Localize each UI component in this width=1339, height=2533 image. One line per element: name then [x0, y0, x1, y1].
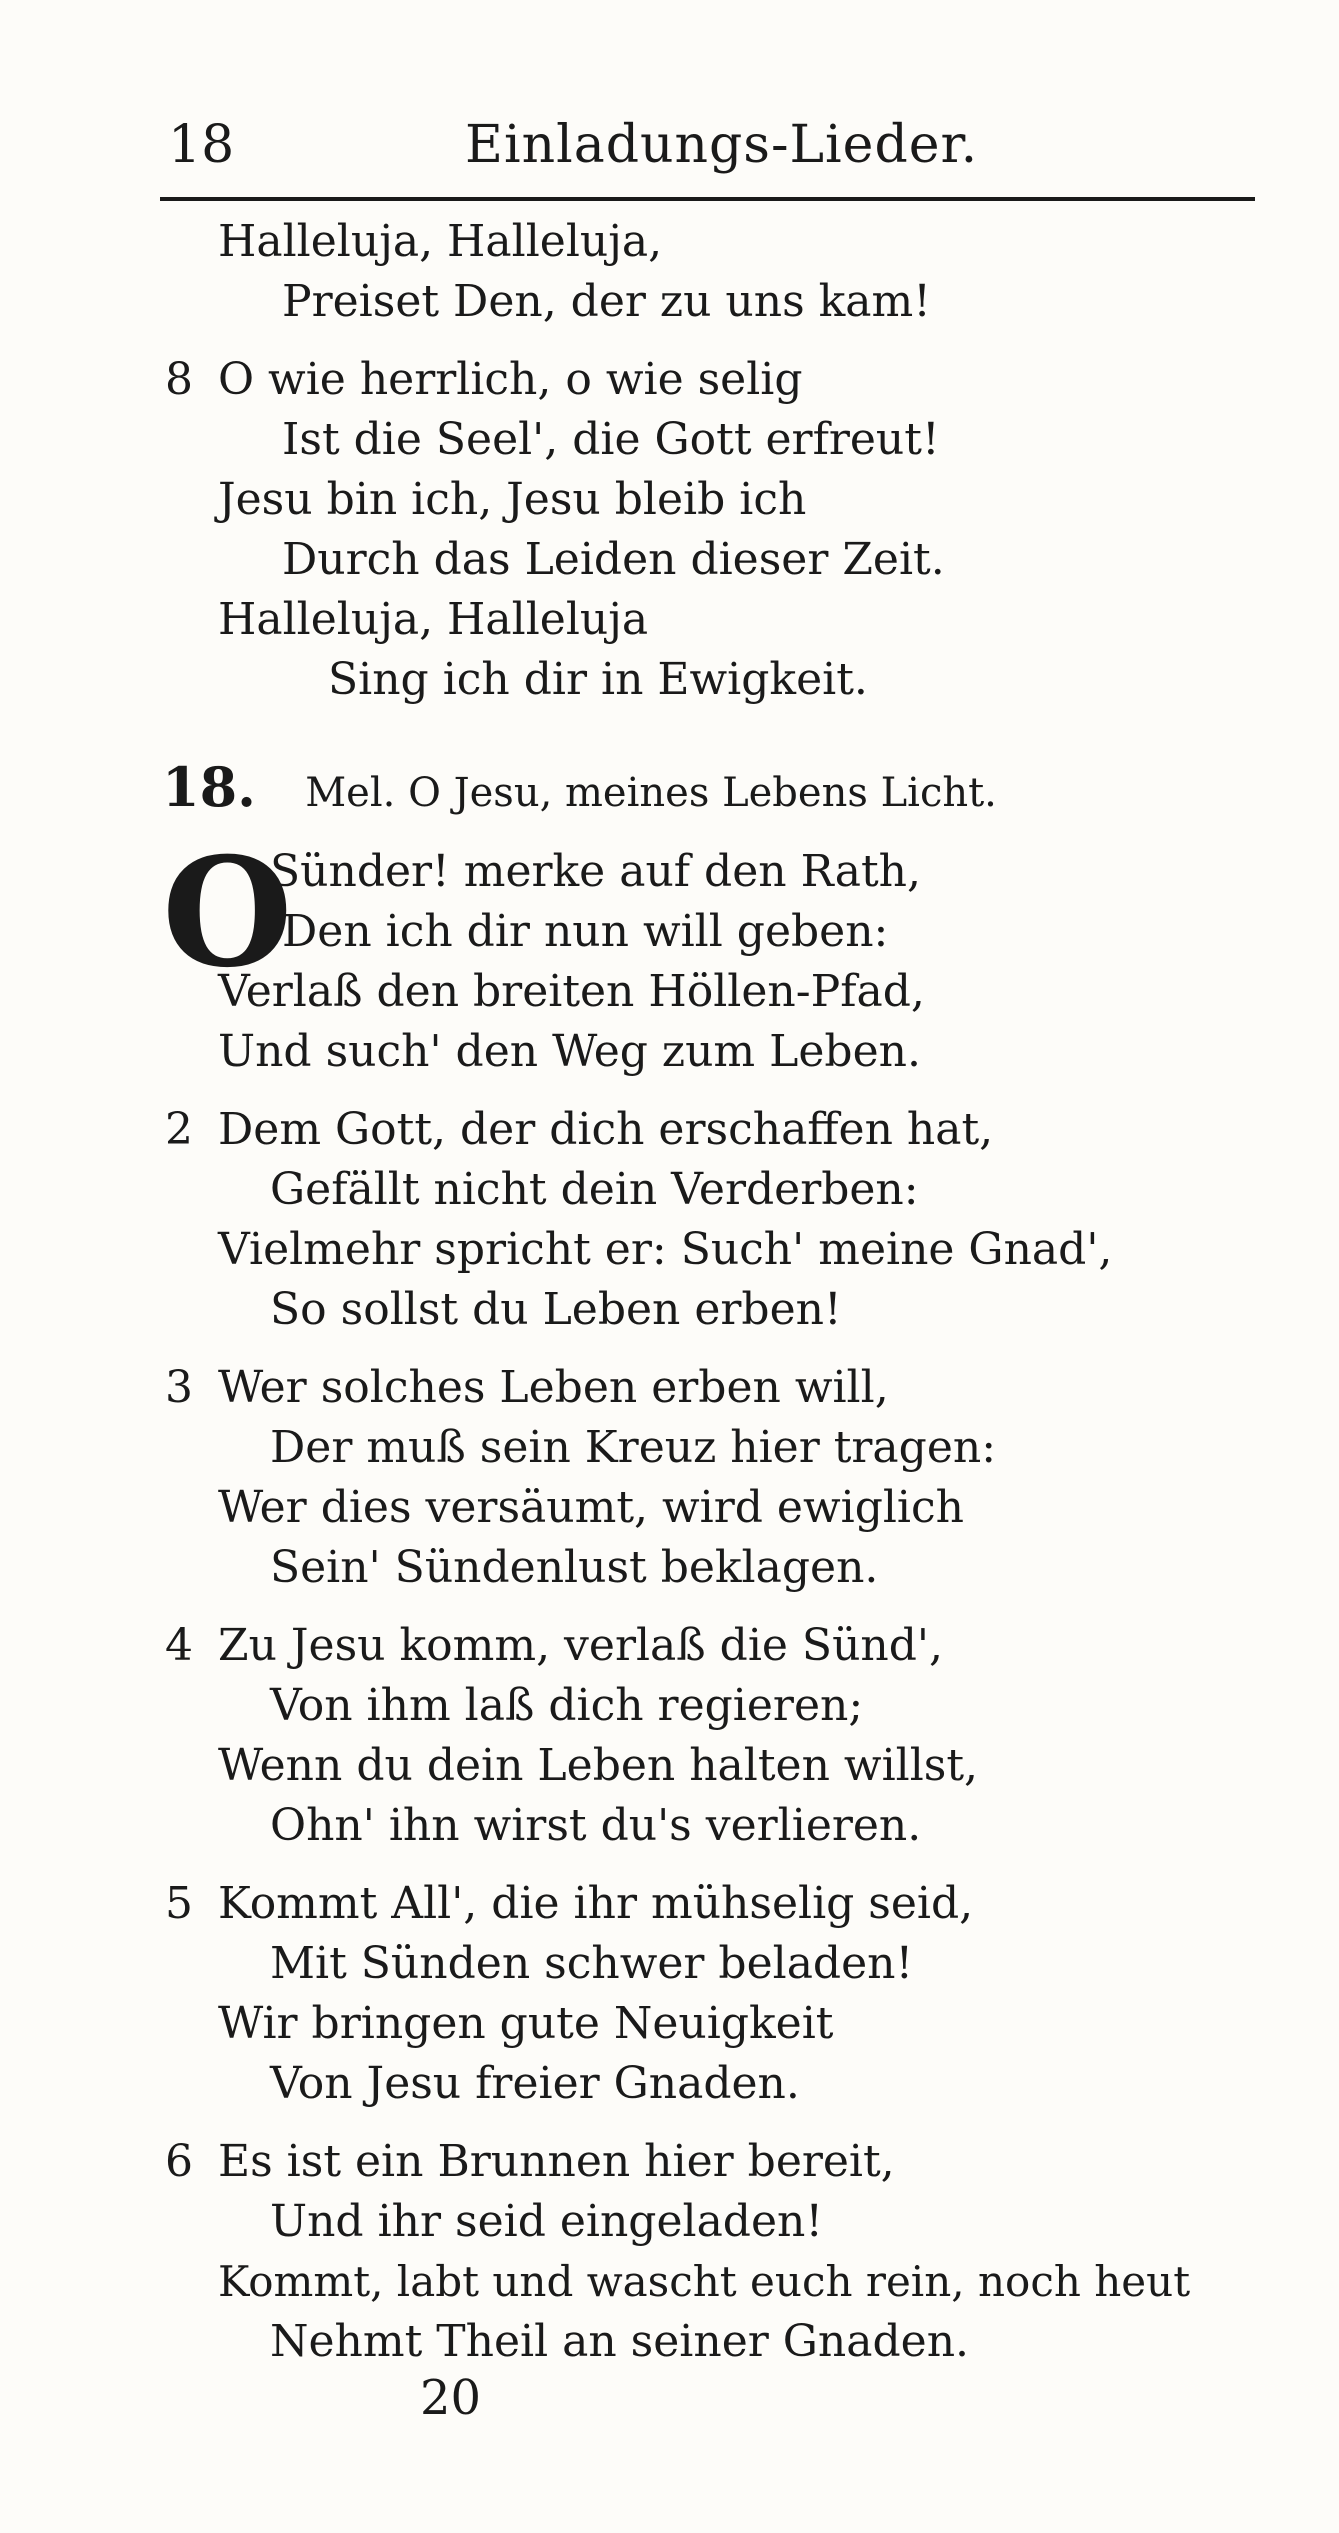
verse-line: Gefällt nicht dein Verderben: [270, 1164, 919, 1215]
verse-line: Kommt All', die ihr mühselig seid, [218, 1878, 974, 1929]
verse-line: Den ich dir nun will geben: [282, 906, 889, 957]
verse-line: Und such' den Weg zum Leben. [218, 1026, 921, 1077]
verse-line: Mit Sünden schwer beladen! [270, 1938, 914, 1989]
verse-line: Ist die Seel', die Gott erfreut! [282, 414, 940, 465]
verse-line: Kommt, labt und wascht euch rein, noch heut [218, 2257, 1191, 2306]
verse-number: 4 [165, 1620, 193, 1671]
hymn-number: 18. [162, 755, 256, 819]
verse-line: Sing ich dir in Ewigkeit. [328, 654, 868, 705]
verse-number: 8 [165, 354, 193, 405]
running-header [160, 105, 1260, 185]
verse-line: Von Jesu freier Gnaden. [270, 2058, 800, 2109]
verse-line: Dem Gott, der dich erschaffen hat, [218, 1104, 994, 1155]
verse-line: Und ihr seid eingeladen! [270, 2196, 824, 2247]
verse-number: 3 [165, 1362, 193, 1413]
page-number: 18 [168, 115, 235, 175]
verse-line: Wer dies versäumt, wird ewiglich [218, 1482, 964, 1533]
verse-line: Halleluja, Halleluja, [218, 216, 663, 267]
verse-line: Wenn du dein Leben halten willst, [218, 1740, 979, 1791]
verse-line: Es ist ein Brunnen hier bereit, [218, 2136, 895, 2187]
verse-line: O wie herrlich, o wie selig [218, 354, 803, 405]
verse-line: Halleluja, Halleluja [218, 594, 649, 645]
header-rule [160, 197, 1255, 201]
verse-line: Ohn' ihn wirst du's verlieren. [270, 1800, 922, 1851]
verse-number: 5 [165, 1878, 193, 1929]
hymn-heading [162, 752, 997, 822]
melody-line: Mel. O Jesu, meines Lebens Licht. [305, 770, 997, 816]
verse-number: 2 [165, 1104, 193, 1155]
verse-line: Zu Jesu komm, verlaß die Sünd', [218, 1620, 943, 1671]
verse-line: Wer solches Leben erben will, [218, 1362, 889, 1413]
verse-line: Sein' Sündenlust beklagen. [270, 1542, 879, 1593]
drop-cap: O [162, 825, 293, 1001]
verse-line: Verlaß den breiten Höllen-Pfad, [218, 966, 925, 1017]
verse-line: So sollst du Leben erben! [270, 1284, 842, 1335]
verse-line: Durch das Leiden dieser Zeit. [282, 534, 945, 585]
verse-line: Von ihm laß dich regieren; [270, 1680, 864, 1731]
verse-line: Jesu bin ich, Jesu bleib ich [218, 474, 807, 525]
verse-line: Sünder! merke auf den Rath, [270, 846, 921, 897]
verse-line: Vielmehr spricht er: Such' meine Gnad', [218, 1224, 1113, 1275]
running-title: Einladungs-Lieder. [465, 115, 979, 175]
signature-mark: 20 [420, 2370, 482, 2426]
verse-number: 6 [165, 2136, 193, 2187]
verse-line: Der muß sein Kreuz hier tragen: [270, 1422, 997, 1473]
verse-line: Preiset Den, der zu uns kam! [282, 276, 931, 327]
verse-line: Wir bringen gute Neuigkeit [218, 1998, 834, 2049]
verse-line: Nehmt Theil an seiner Gnaden. [270, 2316, 970, 2367]
